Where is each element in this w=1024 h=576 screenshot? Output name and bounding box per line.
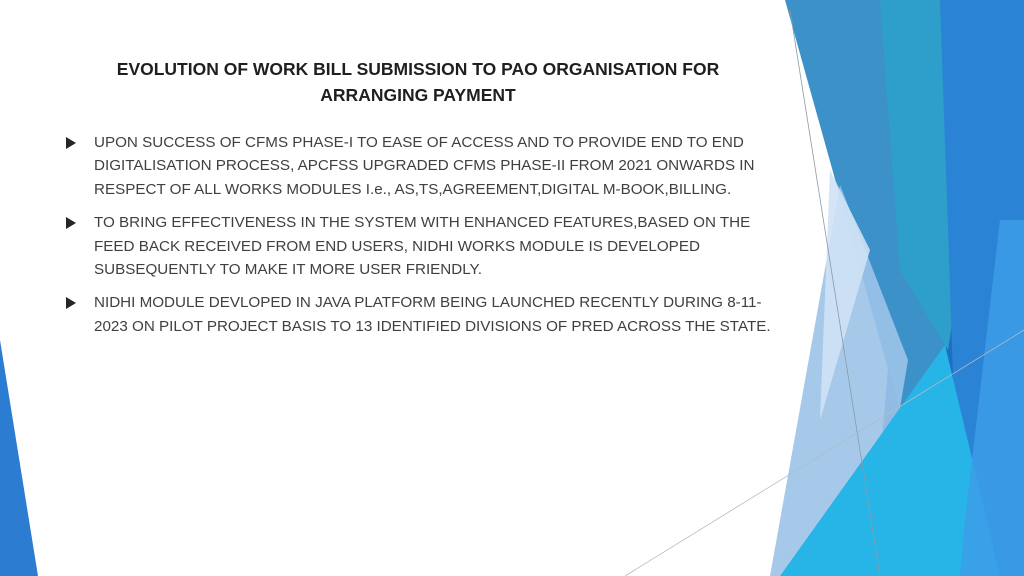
slide-title — [90, 56, 746, 108]
left-edge-accent — [0, 340, 38, 576]
triangle-right-icon — [66, 137, 76, 149]
triangle-right-icon — [66, 217, 76, 229]
bullet-list — [64, 131, 774, 348]
slide-title-line-1: EVOLUTION OF WORK BILL SUBMISSION TO PAO ORGANISATION FOR — [116, 59, 720, 79]
bullet-item-3 — [64, 291, 774, 338]
bullet-text-2: TO BRING EFFECTIVENESS IN THE SYSTEM WITH ENHANCED FEATURES,BASED ON THE FEED BACK RECEIVED FROM END USERS, NIDHI WORKS MODULE IS DEVELOPED SUBSEQUENTLY TO MAKE IT MORE USER FRIENDLY. — [94, 214, 751, 279]
bullet-text-1: UPON SUCCESS OF CFMS PHASE-I TO EASE OF ACCESS AND TO PROVIDE END TO END DIGITALISATION PROCESS, APCFSS UPGRADED CFMS PHASE-II FROM 2021 ONWARDS IN RESPECT OF ALL WORKS MODULES I.e., AS,TS,AGREEMENT,DIGITAL M-BOOK,BILLING. — [94, 134, 755, 198]
bullet-text-3: NIDHI MODULE DEVLOPED IN JAVA PLATFORM BEING LAUNCHED RECENTLY DURING 8-11-2023 ON PILOT PROJECT BASIS TO 13 IDENTIFIED DIVISIONS OF PRED ACROSS THE STATE. — [94, 294, 771, 335]
bullet-item-1 — [64, 131, 774, 201]
slide-title-line-2: ARRANGING PAYMENT — [320, 85, 516, 105]
triangle-right-icon — [66, 297, 76, 309]
bullet-item-2 — [64, 211, 774, 281]
